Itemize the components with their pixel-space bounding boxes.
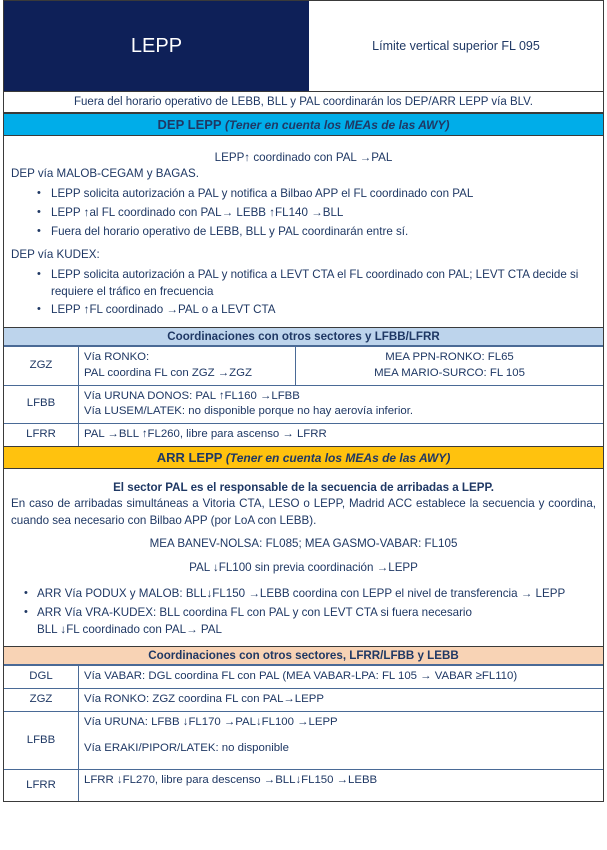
- arr-section-title: ARR LEPP: [156, 449, 223, 465]
- arr-coord-header: Coordinaciones con otros sectores, LFRR/LFBB y LEBB: [4, 646, 603, 665]
- dep-via1-label: DEP vía MALOB-CEGAM y BAGAS.: [11, 167, 199, 181]
- table-row: [4, 424, 603, 446]
- dep-bullets-1: [11, 186, 596, 240]
- table-row: [4, 770, 603, 801]
- dep-row-detail: [79, 347, 296, 385]
- arr-row-key: LFRR: [4, 770, 79, 801]
- airport-code-cell: [4, 1, 309, 91]
- dep-coord-header: Coordinaciones con otros sectores y LFBB/LFRR: [4, 327, 603, 346]
- loa-table: [3, 0, 604, 802]
- detail-line: Vía URUNA DONOS: PAL ↑FL160 →LFBB: [84, 389, 300, 402]
- arr-pal-line: PAL ↓FL100 sin previa coordinación →LEPP: [189, 560, 418, 574]
- arr-gap-3: [11, 576, 596, 583]
- dep-row-key: LFBB: [4, 385, 79, 423]
- detail-line: PAL →BLL ↑FL260, libre para ascenso → LFRR: [84, 428, 327, 441]
- dep-section-subtitle: (Tener en cuenta los MEAs de las AWY): [224, 118, 450, 132]
- header-note: Fuera del horario operativo de LEBB, BLL y PAL coordinarán los DEP/ARR LEPP vía BLV.: [4, 92, 603, 113]
- table-row: [4, 385, 603, 423]
- detail-line: Vía URUNA: LFBB ↓FL170 →PAL↓FL100 →LEPP: [84, 715, 338, 728]
- arr-section-bar: [4, 446, 603, 469]
- arr-bullets: [11, 586, 596, 638]
- arr-row-detail: [79, 689, 604, 712]
- detail-line: Vía RONKO:: [84, 351, 150, 364]
- list-item: • ARR Vía PODUX y MALOB: BLL↓FL150 →LEBB coordina con LEPP el nivel de transferencia → LEPP: [37, 586, 596, 603]
- dep-row-detail: [79, 385, 604, 423]
- arr-gap-2: [11, 553, 596, 560]
- arr-row-key: DGL: [4, 666, 79, 689]
- list-item: • LEPP ↑al FL coordinado con PAL→ LEBB ↑FL140 →BLL: [51, 205, 596, 222]
- table-row: [4, 689, 603, 712]
- dep-body: [4, 136, 603, 327]
- dep-lead-line: LEPP↑ coordinado con PAL →PAL: [214, 151, 393, 164]
- dep-row-key: ZGZ: [4, 347, 79, 385]
- list-item: • LEPP ↑FL coordinado →PAL o a LEVT CTA: [51, 302, 596, 319]
- arr-row-detail: [79, 666, 604, 689]
- list-item: • LEPP solicita autorización a PAL y notifica a Bilbao APP el FL coordinado con PAL: [51, 186, 596, 203]
- arr-row-key: ZGZ: [4, 689, 79, 712]
- arr-mea-line: MEA BANEV-NOLSA: FL085; MEA GASMO-VABAR: FL105: [149, 537, 458, 551]
- detail-line: Vía ERAKI/PIPOR/LATEK: no disponible: [84, 741, 289, 754]
- dep-row-detail: [79, 424, 604, 446]
- dep-coord-table: [4, 346, 603, 446]
- detail-line: PAL coordina FL con ZGZ →ZGZ: [84, 366, 252, 379]
- list-item: [37, 605, 596, 639]
- dep-row-mea: [296, 347, 604, 385]
- arr-row-key: LFBB: [4, 711, 79, 769]
- arr-section-subtitle: (Tener en cuenta los MEAs de las AWY): [225, 450, 451, 465]
- dep-section-bar: [4, 113, 603, 136]
- table-row: [4, 666, 603, 689]
- dep-section-title: DEP LEPP: [157, 117, 222, 132]
- table-row: [4, 711, 603, 769]
- arr-row-detail: [79, 770, 604, 801]
- arr-gap-1: [11, 529, 596, 536]
- list-item: • LEPP solicita autorización a PAL y notifica a LEVT CTA el FL coordinado con PAL; LEVT CTA decide si requiere el tráfico en frecuencia: [51, 267, 596, 301]
- arr-row-detail: [79, 711, 604, 769]
- detail-line: LFRR ↓FL270, libre para descenso →BLL↓FL150 →LEBB: [84, 774, 378, 787]
- detail-line: Vía LUSEM/LATEK: no disponible porque no hay aerovía inferior.: [84, 405, 414, 418]
- airport-code-label: LEPP: [130, 34, 183, 57]
- list-item-subline: BLL ↓FL coordinado con PAL→ PAL: [37, 622, 222, 636]
- arr-coord-table: [4, 665, 603, 801]
- detail-line: Vía VABAR: DGL coordina FL con PAL (MEA VABAR-LPA: FL 105 → VABAR ≥FL110): [84, 670, 518, 683]
- dep-row-key: LFRR: [4, 424, 79, 446]
- arr-intro-body: En caso de arribadas simultáneas a Vitoria CTA, LESO o LEPP, Madrid ACC establece la secuencia y coordina, cuando sea necesario con Bilbao APP (por LoA con LEBB).: [11, 497, 596, 527]
- mea-line: MEA PPN-RONKO: FL65: [385, 351, 514, 364]
- dep-via2-label: DEP vía KUDEX:: [11, 248, 100, 262]
- arr-body: [4, 469, 603, 647]
- mea-line: MEA MARIO-SURCO: FL 105: [374, 366, 525, 379]
- list-item-text: ARR Vía VRA-KUDEX: BLL coordina FL con PAL y con LEVT CTA si fuera necesario: [37, 605, 472, 619]
- arr-intro-bold: El sector PAL es el responsable de la secuencia de arribadas a LEPP.: [113, 480, 494, 494]
- list-item: • Fuera del horario operativo de LEBB, BLL y PAL coordinarán entre sí.: [51, 224, 596, 241]
- table-row: [4, 347, 603, 385]
- dep-top-spacer: [11, 142, 596, 150]
- vertical-limit-cell: [309, 1, 603, 91]
- vertical-limit-label: Límite vertical superior FL 095: [372, 39, 540, 53]
- dep-bullets-2: [11, 267, 596, 319]
- header-band: [4, 1, 603, 92]
- detail-line: Vía RONKO: ZGZ coordina FL con PAL→LEPP: [84, 693, 324, 706]
